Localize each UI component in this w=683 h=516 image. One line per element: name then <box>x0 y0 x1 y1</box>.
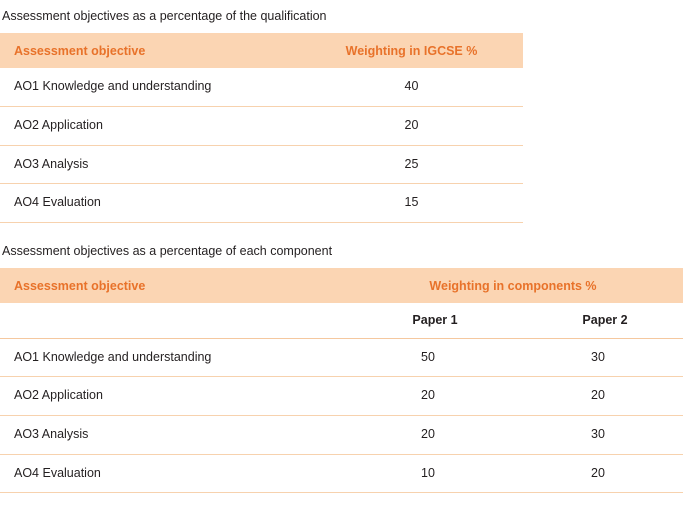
cell-objective: AO4 Evaluation <box>0 184 300 223</box>
cell-paper-2: 20 <box>513 454 683 493</box>
cell-weighting: 20 <box>300 106 523 145</box>
subheader-blank <box>0 303 343 338</box>
header-assessment-objective: Assessment objective <box>0 268 343 303</box>
cell-objective: AO1 Knowledge and understanding <box>0 338 343 377</box>
header-assessment-objective: Assessment objective <box>0 33 300 68</box>
qualification-weighting-table <box>0 33 523 223</box>
table-one-header <box>0 33 523 68</box>
table-row <box>0 454 683 493</box>
cell-objective: AO2 Application <box>0 106 300 145</box>
component-weighting-table <box>0 268 683 493</box>
table-header-row <box>0 33 523 68</box>
section-one-caption: Assessment objectives as a percentage of the qualification <box>2 9 327 23</box>
cell-paper-1: 20 <box>343 415 513 454</box>
cell-paper-1: 50 <box>343 338 513 377</box>
cell-weighting: 15 <box>300 184 523 223</box>
table-one-body <box>0 68 523 222</box>
cell-paper-1: 10 <box>343 454 513 493</box>
header-weighting-components: Weighting in components % <box>343 268 683 303</box>
component-weighting-section <box>0 243 683 493</box>
cell-weighting: 40 <box>300 68 523 106</box>
cell-weighting: 25 <box>300 145 523 184</box>
cell-paper-2: 20 <box>513 377 683 416</box>
cell-paper-2: 30 <box>513 415 683 454</box>
table-two-body <box>0 303 683 493</box>
table-row <box>0 415 683 454</box>
cell-objective: AO3 Analysis <box>0 415 343 454</box>
qualification-weighting-section <box>0 8 683 223</box>
header-weighting-igcse: Weighting in IGCSE % <box>300 33 523 68</box>
table-row <box>0 377 683 416</box>
table-two-header <box>0 268 683 303</box>
subheader-paper-2: Paper 2 <box>513 303 683 338</box>
table-row <box>0 106 523 145</box>
subheader-paper-1: Paper 1 <box>343 303 513 338</box>
table-row <box>0 338 683 377</box>
table-header-row <box>0 268 683 303</box>
table-subheader-row <box>0 303 683 338</box>
cell-objective: AO3 Analysis <box>0 145 300 184</box>
cell-objective: AO4 Evaluation <box>0 454 343 493</box>
section-two-caption: Assessment objectives as a percentage of each component <box>2 243 333 258</box>
cell-objective: AO1 Knowledge and understanding <box>0 68 300 106</box>
table-row <box>0 145 523 184</box>
cell-paper-2: 30 <box>513 338 683 377</box>
cell-objective: AO2 Application <box>0 377 343 416</box>
cell-paper-1: 20 <box>343 377 513 416</box>
table-row <box>0 68 523 106</box>
table-row <box>0 184 523 223</box>
